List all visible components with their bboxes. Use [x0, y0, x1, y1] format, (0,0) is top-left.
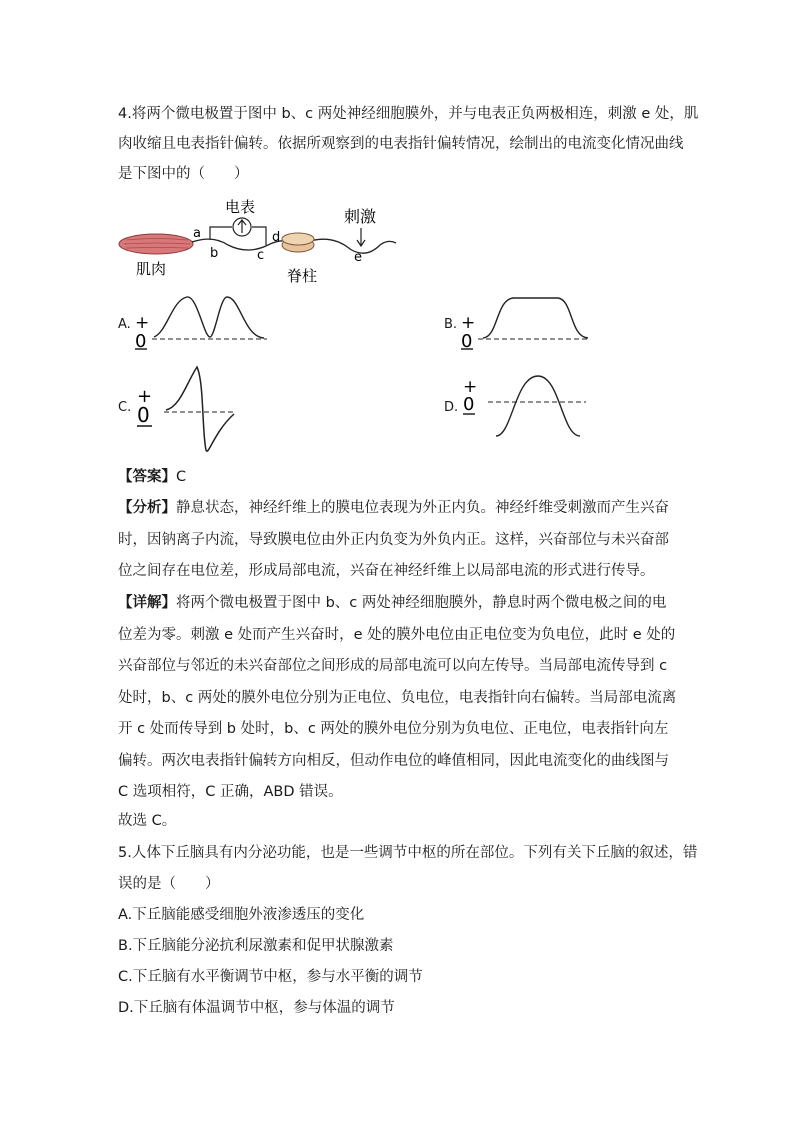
- q4-stem-line2: 肉收缩且电表指针偏转。依据所观察到的电表指针偏转情况，绘制出的电流变化情况曲线: [118, 136, 684, 152]
- nerve-muscle-diagram: [118, 195, 398, 290]
- answer-line: [118, 467, 186, 487]
- stimulus-arrow-icon: [357, 228, 365, 246]
- analysis-paragraph: [118, 493, 678, 588]
- option-d-graph: [460, 368, 590, 443]
- axis-zero: 0: [461, 331, 473, 352]
- point-e: e: [354, 250, 362, 265]
- meter-label: 电表: [225, 198, 256, 216]
- q5-stem-line2: 误的是（ ）: [118, 876, 220, 892]
- option-b-label: B.: [444, 317, 458, 332]
- muscle-label: 肌肉: [136, 260, 167, 278]
- detail-text: 将两个微电极置于图中 b、c 两处神经细胞膜外，静息时两个微电极之间的电位差为零。刺激 e 处而产生兴奋时，e 处的膜外电位由正电位变为负电位，此时 e 处的兴奋部位与邻近的未兴奋部位之间形成的局部电流可以向左传导。当局部电流传导到 c 处时，b、c 两处的膜外电位分别为正电位、负电位，电表指针向右偏转。当局部电流离开 c 处而传导到 b 处时，b、c 两处的膜外电位分别为负电位、正电位，电表指针向左偏转。两次电表指针偏转方向相反，但动作电位的峰值相同，因此电流变化的曲线图与 C 选项相符，C 正确，ABD 错误。: [118, 595, 677, 800]
- curve-a: [154, 297, 264, 338]
- q5-option-b: B.下丘脑能分泌抗利尿激素和促甲状腺激素: [118, 938, 394, 954]
- axis-zero: 0: [463, 394, 475, 415]
- curve-d: [496, 376, 580, 436]
- axis-zero: 0: [135, 331, 147, 352]
- axis-plus: +: [463, 377, 478, 397]
- axis-plus: +: [137, 386, 153, 407]
- point-c: c: [257, 248, 265, 263]
- conclusion: 故选 C。: [118, 813, 177, 829]
- option-b-graph: [458, 292, 598, 352]
- analysis-tag: 【分析】: [118, 500, 176, 516]
- q5-option-d: D.下丘脑有体温调节中枢，参与体温的调节: [118, 1000, 395, 1016]
- curve-c: [166, 367, 234, 451]
- option-a-graph: [132, 292, 272, 352]
- axis-zero: 0: [137, 403, 150, 427]
- point-b: b: [210, 246, 219, 261]
- q5-stem-line1: 5.人体下丘脑具有内分泌功能，也是一些调节中枢的所在部位。下列有关下丘脑的叙述，错: [118, 845, 698, 861]
- answer-tag: 【答案】: [118, 469, 176, 485]
- option-a-label: A.: [118, 317, 131, 332]
- stimulus-label: 刺激: [344, 207, 377, 226]
- option-c-label: C.: [118, 400, 132, 415]
- axis-plus: +: [461, 313, 476, 333]
- axis-plus: +: [135, 313, 150, 333]
- curve-b: [483, 298, 588, 338]
- analysis-text: 静息状态，神经纤维上的膜电位表现为外正内负。神经纤维受刺激而产生兴奋时，因钠离子内流，导致膜电位由外正内负变为外负内正。这样，兴奋部位与未兴奋部位之间存在电位差，形成局部电流，兴奋在神经纤维上以局部电流的形式进行传导。: [118, 500, 669, 579]
- option-c-graph: [132, 362, 252, 457]
- q4-stem-line3: 是下图中的（ ）: [118, 166, 249, 182]
- detail-paragraph: [118, 588, 678, 809]
- answer-value: C: [176, 469, 187, 485]
- spine-label: 脊柱: [287, 267, 318, 285]
- q5-option-a: A.下丘脑能感受细胞外液渗透压的变化: [118, 907, 365, 923]
- q5-option-c: C.下丘脑有水平衡调节中枢，参与水平衡的调节: [118, 969, 423, 985]
- q4-stem-line1: 4.将两个微电极置于图中 b、c 两处神经细胞膜外，并与电表正负两极相连，刺激 e 处，肌: [118, 106, 699, 122]
- detail-tag: 【详解】: [118, 595, 176, 611]
- option-d-label: D.: [444, 400, 459, 415]
- point-d: d: [272, 230, 281, 245]
- point-a: a: [193, 226, 201, 241]
